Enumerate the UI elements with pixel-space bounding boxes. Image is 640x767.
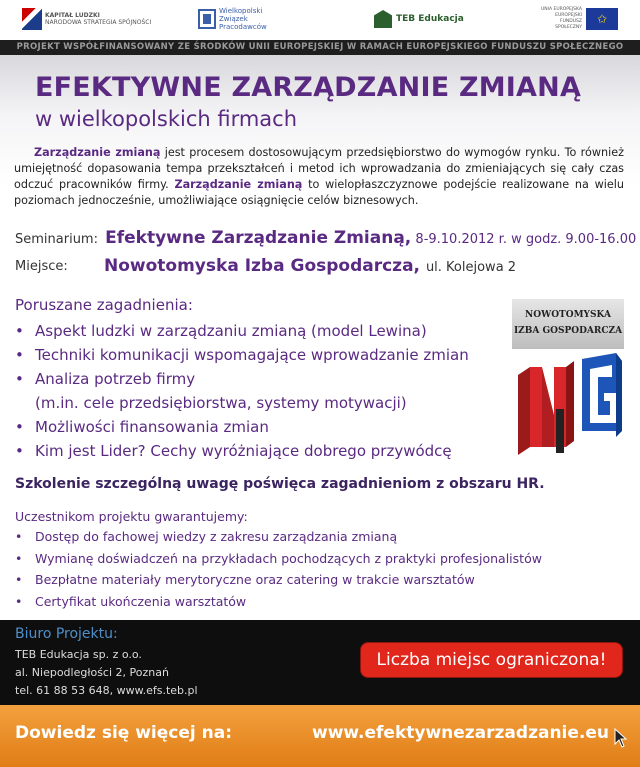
place-name: Nowotomyska Izba Gospodarcza, bbox=[104, 256, 421, 276]
nig-logo bbox=[512, 299, 624, 465]
eu-name: UNIA EUROPEJSKA bbox=[541, 7, 582, 12]
wzp-line3: Pracodawców bbox=[219, 23, 267, 31]
seminar-line bbox=[15, 228, 636, 248]
main-content bbox=[0, 55, 640, 620]
office-line3: tel. 61 88 53 648, www.efs.teb.pl bbox=[15, 684, 198, 697]
list-item: • Bezpłatne materiały merytoryczne oraz catering w trakcie warsztatów bbox=[15, 569, 542, 591]
bullet-icon: • bbox=[15, 529, 23, 544]
teb-icon bbox=[374, 10, 392, 28]
guarantee-list bbox=[15, 526, 542, 612]
seminar-date: 8-9.10.2012 r. w godz. 9.00-16.00 bbox=[415, 232, 637, 247]
bullet-icon: • bbox=[15, 346, 24, 364]
eu-logo bbox=[540, 6, 618, 32]
list-item: • Certyfikat ukończenia warsztatów bbox=[15, 591, 542, 613]
kapital-ludzki-sub: NARODOWA STRATEGIA SPÓJNOŚCI bbox=[45, 19, 152, 26]
bullet-icon: • bbox=[15, 370, 24, 388]
teb-logo bbox=[374, 6, 464, 32]
bullet-icon: • bbox=[15, 572, 23, 587]
wzp-icon bbox=[198, 9, 216, 29]
teb-name: TEB Edukacja bbox=[396, 13, 464, 24]
bullet-icon: • bbox=[15, 322, 24, 340]
list-item: • Techniki komunikacji wspomagające wprowadzanie zmian bbox=[15, 343, 469, 367]
hr-note: Szkolenie szczególną uwagę poświęca zagadnieniom z obszaru HR. bbox=[15, 476, 545, 492]
eu-sub: EUROPEJSKI FUNDUSZ SPOŁECZNY bbox=[555, 13, 582, 30]
bullet-icon: • bbox=[15, 442, 24, 460]
intro-text-1: jest procesem dostosowującym przedsiębiorstwo do wymogów rynku. To również umiejętność dopasowania tempa przekształceń i metod ich wprowadzania do zmieniających się cały czas odczuć pracowników firmy. bbox=[14, 146, 624, 191]
list-item: • Kim jest Lider? Cechy wyróżniające dobrego przywódcę bbox=[15, 439, 469, 463]
logo-strip bbox=[0, 0, 640, 40]
list-item: • Dostęp do fachowej wiedzy z zakresu zarządzania zmianą bbox=[15, 526, 542, 548]
office-line2: al. Niepodległości 2, Poznań bbox=[15, 666, 169, 679]
page-title: EFEKTYWNE ZARZĄDZANIE ZMIANĄ bbox=[35, 72, 582, 103]
list-item: • Analiza potrzeb firmy bbox=[15, 367, 469, 391]
seminar-label: Seminarium: bbox=[15, 232, 98, 247]
eu-flag-icon: ✩ bbox=[586, 8, 618, 30]
nig-emblem-icon bbox=[512, 349, 624, 465]
guarantee-heading: Uczestnikom projektu gwarantujemy: bbox=[15, 509, 248, 524]
bullet-icon: • bbox=[15, 550, 23, 566]
contact-section bbox=[0, 620, 640, 705]
intro-term-2: Zarządzanie zmianą bbox=[174, 178, 303, 191]
mouse-cursor-icon bbox=[614, 728, 628, 748]
seminar-name: Efektywne Zarządzanie Zmianą, bbox=[105, 228, 412, 248]
page-subtitle: w wielkopolskich firmach bbox=[35, 107, 298, 131]
office-line1: TEB Edukacja sp. z o.o. bbox=[15, 648, 142, 661]
wzp-line2: Związek bbox=[219, 15, 248, 23]
kapital-ludzki-icon bbox=[22, 8, 42, 30]
intro-term-1: Zarządzanie zmianą bbox=[34, 146, 161, 159]
footer-url-link[interactable]: www.efektywnezarzadzanie.eu bbox=[312, 723, 609, 743]
office-heading: Biuro Projektu: bbox=[15, 626, 118, 642]
wzp-logo bbox=[198, 6, 267, 32]
nig-logo-line1: NOWOTOMYSKA bbox=[525, 310, 611, 320]
topics-list bbox=[15, 319, 469, 463]
wzp-line1: Wielkopolski bbox=[219, 7, 263, 15]
office-address bbox=[15, 646, 198, 700]
topics-heading: Poruszane zagadnienia: bbox=[15, 296, 193, 314]
cofinancing-banner: PROJEKT WSPÓŁFINANSOWANY ZE ŚRODKÓW UNII EUROPEJSKIEJ W RAMACH EUROPEJSKIEGO FUNDUSZU SPOŁECZNEGO bbox=[0, 40, 640, 55]
list-item: • Możliwości finansowania zmian bbox=[15, 415, 469, 439]
nig-logo-header bbox=[512, 299, 624, 349]
footer-label: Dowiedz się więcej na: bbox=[15, 723, 233, 743]
intro-text-2: to wielopłaszczyznowe podejście realizowane na wielu poziomach jednocześnie, umożliwiające osiągnięcie celów biznesowych. bbox=[14, 178, 624, 207]
list-item: • Aspekt ludzki w zarządzaniu zmianą (model Lewina) bbox=[15, 319, 469, 343]
place-line bbox=[15, 256, 517, 276]
place-address: ul. Kolejowa 2 bbox=[425, 260, 517, 275]
list-item: • Wymianę doświadczeń na przykładach pochodzących z praktyki profesjonalistów bbox=[15, 548, 542, 570]
list-item-continuation: (m.in. cele przedsiębiorstwa, systemy motywacji) bbox=[35, 394, 407, 412]
bullet-icon: • bbox=[15, 593, 23, 609]
intro-paragraph bbox=[14, 145, 624, 209]
place-label: Miejsce: bbox=[15, 259, 68, 274]
limited-seats-badge: Liczba miejsc ograniczona! bbox=[361, 643, 622, 677]
kapital-ludzki-name: KAPITAŁ LUDZKI bbox=[45, 12, 100, 19]
bullet-icon: • bbox=[15, 418, 24, 436]
footer-banner bbox=[0, 705, 640, 767]
kapital-ludzki-logo bbox=[22, 6, 151, 32]
nig-logo-line2: IZBA GOSPODARCZA bbox=[513, 326, 623, 336]
